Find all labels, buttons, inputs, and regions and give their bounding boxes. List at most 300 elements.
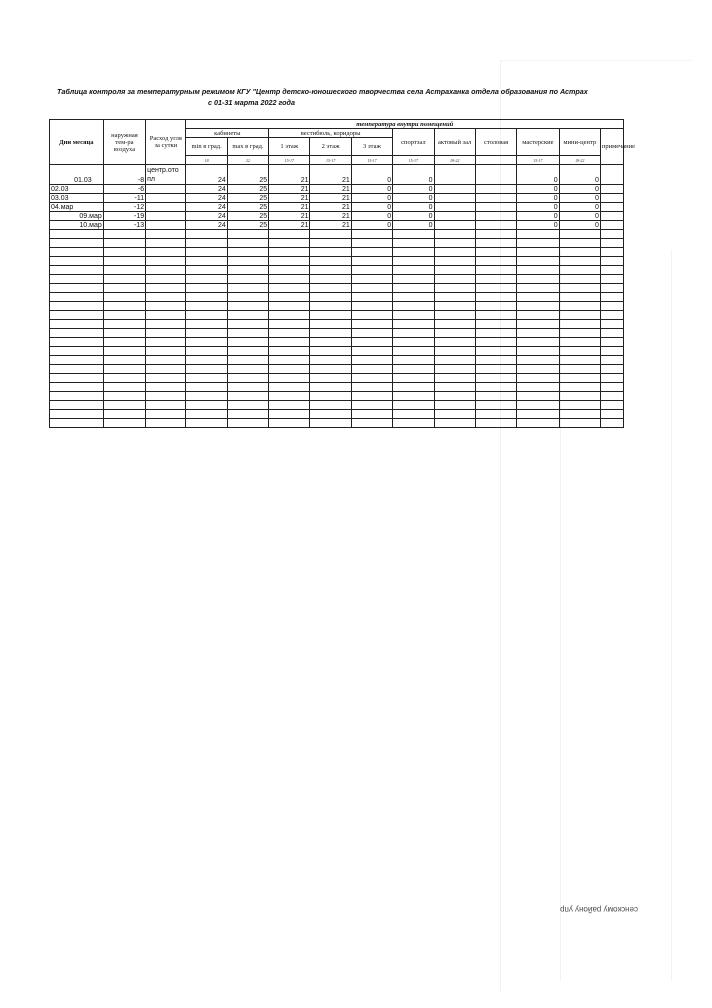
empty-cell <box>186 338 227 347</box>
empty-row <box>50 311 624 320</box>
norm-floor1: 15-17 <box>269 156 310 165</box>
empty-cell <box>310 284 351 293</box>
cell-max: 25 <box>227 203 268 212</box>
empty-cell <box>269 266 310 275</box>
empty-cell <box>517 302 559 311</box>
empty-cell <box>186 284 227 293</box>
empty-cell <box>103 239 145 248</box>
empty-cell <box>393 410 434 419</box>
empty-cell <box>475 347 516 356</box>
empty-cell <box>600 293 623 302</box>
empty-cell <box>600 302 623 311</box>
empty-cell <box>50 410 104 419</box>
empty-cell <box>50 374 104 383</box>
cell-outdoor: -13 <box>103 221 145 230</box>
empty-cell <box>146 365 186 374</box>
cell-min: 24 <box>186 165 227 185</box>
empty-cell <box>517 320 559 329</box>
empty-cell <box>50 347 104 356</box>
cell-day: 10.мар <box>50 221 104 230</box>
empty-row <box>50 365 624 374</box>
empty-cell <box>475 374 516 383</box>
empty-cell <box>146 320 186 329</box>
cell-outdoor: -12 <box>103 203 145 212</box>
empty-cell <box>310 365 351 374</box>
empty-cell <box>559 239 600 248</box>
cell-note <box>600 212 623 221</box>
empty-cell <box>310 266 351 275</box>
empty-cell <box>517 293 559 302</box>
empty-cell <box>269 365 310 374</box>
empty-row <box>50 392 624 401</box>
empty-cell <box>269 230 310 239</box>
empty-cell <box>351 338 392 347</box>
cell-f2: 21 <box>310 165 351 185</box>
empty-row <box>50 374 624 383</box>
empty-cell <box>517 347 559 356</box>
norm-gym: 15-17 <box>393 156 434 165</box>
temperature-table <box>49 119 635 428</box>
cell-work: 0 <box>517 185 559 194</box>
empty-cell <box>600 410 623 419</box>
cell-note <box>600 221 623 230</box>
empty-cell <box>186 248 227 257</box>
empty-cell <box>269 302 310 311</box>
empty-cell <box>269 374 310 383</box>
empty-row <box>50 293 624 302</box>
cell-f3: 0 <box>351 203 392 212</box>
empty-cell <box>351 383 392 392</box>
empty-cell <box>186 392 227 401</box>
empty-cell <box>50 275 104 284</box>
empty-cell <box>351 293 392 302</box>
empty-cell <box>517 392 559 401</box>
cell-gym: 0 <box>393 165 434 185</box>
cell-outdoor: -19 <box>103 212 145 221</box>
empty-cell <box>227 257 268 266</box>
norm-hall: 18-22 <box>434 156 475 165</box>
header-note: примечание <box>600 129 623 165</box>
empty-cell <box>475 266 516 275</box>
empty-cell <box>559 302 600 311</box>
empty-cell <box>517 410 559 419</box>
cell-work: 0 <box>517 165 559 185</box>
cell-f1: 21 <box>269 194 310 203</box>
cell-day: 03.03 <box>50 194 104 203</box>
empty-cell <box>50 248 104 257</box>
cell-f2: 21 <box>310 212 351 221</box>
empty-cell <box>559 284 600 293</box>
empty-cell <box>351 329 392 338</box>
empty-cell <box>146 284 186 293</box>
empty-row <box>50 320 624 329</box>
empty-cell <box>559 275 600 284</box>
cell-hall <box>434 194 475 203</box>
empty-cell <box>227 248 268 257</box>
header-max: max в град. <box>227 138 268 156</box>
cell-work: 0 <box>517 203 559 212</box>
header-coal: Расход угля за сутки <box>146 120 186 165</box>
empty-cell <box>475 284 516 293</box>
empty-cell <box>475 356 516 365</box>
empty-row <box>50 239 624 248</box>
empty-cell <box>103 284 145 293</box>
empty-cell <box>227 392 268 401</box>
cell-gym: 0 <box>393 194 434 203</box>
empty-row <box>50 266 624 275</box>
empty-cell <box>600 311 623 320</box>
empty-cell <box>517 419 559 428</box>
empty-cell <box>103 365 145 374</box>
cell-coal <box>146 221 186 230</box>
empty-cell <box>600 257 623 266</box>
empty-cell <box>559 329 600 338</box>
empty-cell <box>146 239 186 248</box>
empty-cell <box>475 329 516 338</box>
empty-cell <box>517 248 559 257</box>
empty-cell <box>227 329 268 338</box>
empty-cell <box>103 248 145 257</box>
cell-f1: 21 <box>269 185 310 194</box>
cell-coal <box>146 212 186 221</box>
empty-cell <box>434 230 475 239</box>
empty-cell <box>146 347 186 356</box>
empty-cell <box>434 293 475 302</box>
empty-cell <box>475 230 516 239</box>
empty-cell <box>434 374 475 383</box>
empty-cell <box>559 365 600 374</box>
empty-cell <box>186 311 227 320</box>
empty-cell <box>393 365 434 374</box>
empty-cell <box>310 410 351 419</box>
empty-cell <box>351 410 392 419</box>
empty-cell <box>50 356 104 365</box>
empty-cell <box>475 383 516 392</box>
empty-cell <box>186 257 227 266</box>
empty-cell <box>269 311 310 320</box>
empty-cell <box>103 230 145 239</box>
empty-cell <box>310 338 351 347</box>
empty-cell <box>600 419 623 428</box>
empty-cell <box>600 266 623 275</box>
empty-row <box>50 284 624 293</box>
empty-cell <box>227 374 268 383</box>
norm-workshops: 15-17 <box>517 156 559 165</box>
empty-cell <box>310 392 351 401</box>
cell-note <box>600 203 623 212</box>
empty-cell <box>559 293 600 302</box>
empty-cell <box>146 419 186 428</box>
table-row <box>50 185 624 194</box>
empty-cell <box>434 383 475 392</box>
empty-cell <box>393 239 434 248</box>
empty-cell <box>227 419 268 428</box>
cell-f1: 21 <box>269 221 310 230</box>
empty-cell <box>351 275 392 284</box>
empty-cell <box>475 320 516 329</box>
empty-cell <box>186 302 227 311</box>
empty-cell <box>475 401 516 410</box>
cell-gym: 0 <box>393 203 434 212</box>
header-indoor-group: температура внутри помещений <box>186 120 624 129</box>
empty-cell <box>559 266 600 275</box>
empty-cell <box>227 275 268 284</box>
empty-cell <box>186 230 227 239</box>
cell-gym: 0 <box>393 221 434 230</box>
empty-cell <box>351 419 392 428</box>
header-min: min в град. <box>186 138 227 156</box>
empty-cell <box>50 338 104 347</box>
empty-cell <box>393 329 434 338</box>
empty-cell <box>103 356 145 365</box>
cell-canteen <box>475 203 516 212</box>
empty-cell <box>517 329 559 338</box>
empty-cell <box>310 401 351 410</box>
empty-cell <box>227 338 268 347</box>
empty-cell <box>475 293 516 302</box>
empty-cell <box>517 230 559 239</box>
empty-cell <box>600 239 623 248</box>
cell-coal <box>146 203 186 212</box>
empty-row <box>50 248 624 257</box>
empty-cell <box>434 302 475 311</box>
empty-cell <box>50 383 104 392</box>
norm-min: 18 <box>186 156 227 165</box>
empty-cell <box>434 257 475 266</box>
cell-outdoor: -11 <box>103 194 145 203</box>
empty-row <box>50 401 624 410</box>
empty-cell <box>103 338 145 347</box>
cell-coal <box>146 185 186 194</box>
header-vestibule: вестибюль, коридоры <box>269 129 393 138</box>
empty-cell <box>50 320 104 329</box>
empty-cell <box>434 356 475 365</box>
empty-cell <box>146 311 186 320</box>
empty-cell <box>50 419 104 428</box>
empty-cell <box>393 284 434 293</box>
cell-canteen <box>475 221 516 230</box>
cell-min: 24 <box>186 203 227 212</box>
cell-day: 04.мар <box>50 203 104 212</box>
empty-cell <box>475 257 516 266</box>
empty-cell <box>186 329 227 338</box>
empty-cell <box>434 329 475 338</box>
empty-cell <box>269 248 310 257</box>
empty-cell <box>517 374 559 383</box>
back-side-text: сенскому району упр <box>560 905 638 914</box>
empty-cell <box>186 266 227 275</box>
empty-cell <box>600 365 623 374</box>
empty-cell <box>186 365 227 374</box>
norm-canteen <box>475 156 516 165</box>
empty-cell <box>269 284 310 293</box>
empty-row <box>50 275 624 284</box>
empty-cell <box>186 410 227 419</box>
empty-cell <box>50 284 104 293</box>
empty-cell <box>50 392 104 401</box>
empty-cell <box>186 347 227 356</box>
empty-cell <box>50 257 104 266</box>
empty-cell <box>186 383 227 392</box>
empty-cell <box>600 374 623 383</box>
empty-cell <box>50 401 104 410</box>
empty-cell <box>434 266 475 275</box>
empty-cell <box>517 311 559 320</box>
header-workshops: мастерские <box>517 129 559 156</box>
empty-cell <box>475 419 516 428</box>
empty-cell <box>310 302 351 311</box>
cell-f1: 21 <box>269 203 310 212</box>
cell-f3: 0 <box>351 221 392 230</box>
empty-cell <box>103 302 145 311</box>
empty-cell <box>351 401 392 410</box>
empty-cell <box>186 275 227 284</box>
cell-day: 02.03 <box>50 185 104 194</box>
norm-minicenter: 18-22 <box>559 156 600 165</box>
empty-cell <box>146 401 186 410</box>
empty-cell <box>559 347 600 356</box>
header-floor1: 1 этаж <box>269 138 310 156</box>
empty-cell <box>310 374 351 383</box>
empty-cell <box>434 365 475 374</box>
cell-min: 24 <box>186 194 227 203</box>
empty-cell <box>227 230 268 239</box>
cell-day: 09.мар <box>50 212 104 221</box>
empty-cell <box>351 266 392 275</box>
empty-cell <box>393 275 434 284</box>
empty-cell <box>393 320 434 329</box>
cell-mini: 0 <box>559 194 600 203</box>
empty-cell <box>517 401 559 410</box>
empty-cell <box>517 257 559 266</box>
empty-cell <box>517 365 559 374</box>
empty-cell <box>475 239 516 248</box>
norm-max: 22 <box>227 156 268 165</box>
empty-cell <box>146 230 186 239</box>
empty-cell <box>50 266 104 275</box>
empty-cell <box>146 293 186 302</box>
cell-f3: 0 <box>351 185 392 194</box>
empty-cell <box>351 302 392 311</box>
empty-cell <box>103 401 145 410</box>
empty-cell <box>393 374 434 383</box>
empty-cell <box>269 401 310 410</box>
empty-row <box>50 230 624 239</box>
empty-row <box>50 347 624 356</box>
empty-cell <box>434 410 475 419</box>
header-hall: актовый зал <box>434 129 475 156</box>
cell-work: 0 <box>517 221 559 230</box>
empty-cell <box>310 320 351 329</box>
empty-cell <box>227 311 268 320</box>
empty-cell <box>600 320 623 329</box>
empty-cell <box>269 329 310 338</box>
empty-cell <box>600 347 623 356</box>
empty-cell <box>475 392 516 401</box>
empty-cell <box>186 356 227 365</box>
empty-cell <box>434 275 475 284</box>
empty-cell <box>434 320 475 329</box>
table-row <box>50 221 624 230</box>
empty-cell <box>310 257 351 266</box>
empty-cell <box>434 311 475 320</box>
empty-cell <box>50 239 104 248</box>
cell-f1: 21 <box>269 212 310 221</box>
empty-cell <box>186 293 227 302</box>
cell-note <box>600 194 623 203</box>
empty-row <box>50 329 624 338</box>
empty-cell <box>393 311 434 320</box>
empty-cell <box>559 230 600 239</box>
empty-cell <box>434 392 475 401</box>
cell-work: 0 <box>517 212 559 221</box>
cell-mini: 0 <box>559 203 600 212</box>
empty-cell <box>269 347 310 356</box>
empty-cell <box>475 275 516 284</box>
empty-cell <box>559 374 600 383</box>
empty-cell <box>434 248 475 257</box>
empty-cell <box>269 383 310 392</box>
empty-cell <box>103 347 145 356</box>
header-gym: спортзал <box>393 129 434 156</box>
empty-cell <box>517 284 559 293</box>
empty-cell <box>600 248 623 257</box>
empty-cell <box>186 374 227 383</box>
header-cabinets: кабинеты <box>186 129 269 138</box>
empty-cell <box>103 392 145 401</box>
empty-cell <box>393 401 434 410</box>
empty-cell <box>351 230 392 239</box>
empty-cell <box>310 275 351 284</box>
cell-outdoor: -8 <box>103 165 145 185</box>
cell-outdoor: -6 <box>103 185 145 194</box>
cell-canteen <box>475 212 516 221</box>
cell-mini: 0 <box>559 212 600 221</box>
document-subtitle: с 01-31 марта 2022 года <box>208 98 295 107</box>
empty-cell <box>227 401 268 410</box>
empty-row <box>50 302 624 311</box>
cell-gym: 0 <box>393 185 434 194</box>
cell-day: 01.03 <box>50 165 104 185</box>
cell-canteen <box>475 194 516 203</box>
empty-cell <box>393 257 434 266</box>
empty-cell <box>310 329 351 338</box>
cell-f2: 21 <box>310 185 351 194</box>
empty-cell <box>227 302 268 311</box>
cell-min: 24 <box>186 212 227 221</box>
header-outdoor: наружная тем-ра воздуха <box>103 120 145 165</box>
cell-coal <box>146 194 186 203</box>
norm-floor3: 15-17 <box>351 156 392 165</box>
empty-cell <box>517 356 559 365</box>
empty-cell <box>559 410 600 419</box>
empty-cell <box>50 302 104 311</box>
empty-cell <box>186 320 227 329</box>
empty-cell <box>559 311 600 320</box>
empty-cell <box>310 356 351 365</box>
empty-cell <box>103 275 145 284</box>
empty-cell <box>269 293 310 302</box>
empty-cell <box>310 239 351 248</box>
cell-hall <box>434 165 475 185</box>
empty-cell <box>186 401 227 410</box>
empty-cell <box>269 410 310 419</box>
empty-cell <box>103 320 145 329</box>
empty-cell <box>434 401 475 410</box>
cell-note <box>600 165 623 185</box>
empty-cell <box>269 338 310 347</box>
empty-cell <box>50 230 104 239</box>
